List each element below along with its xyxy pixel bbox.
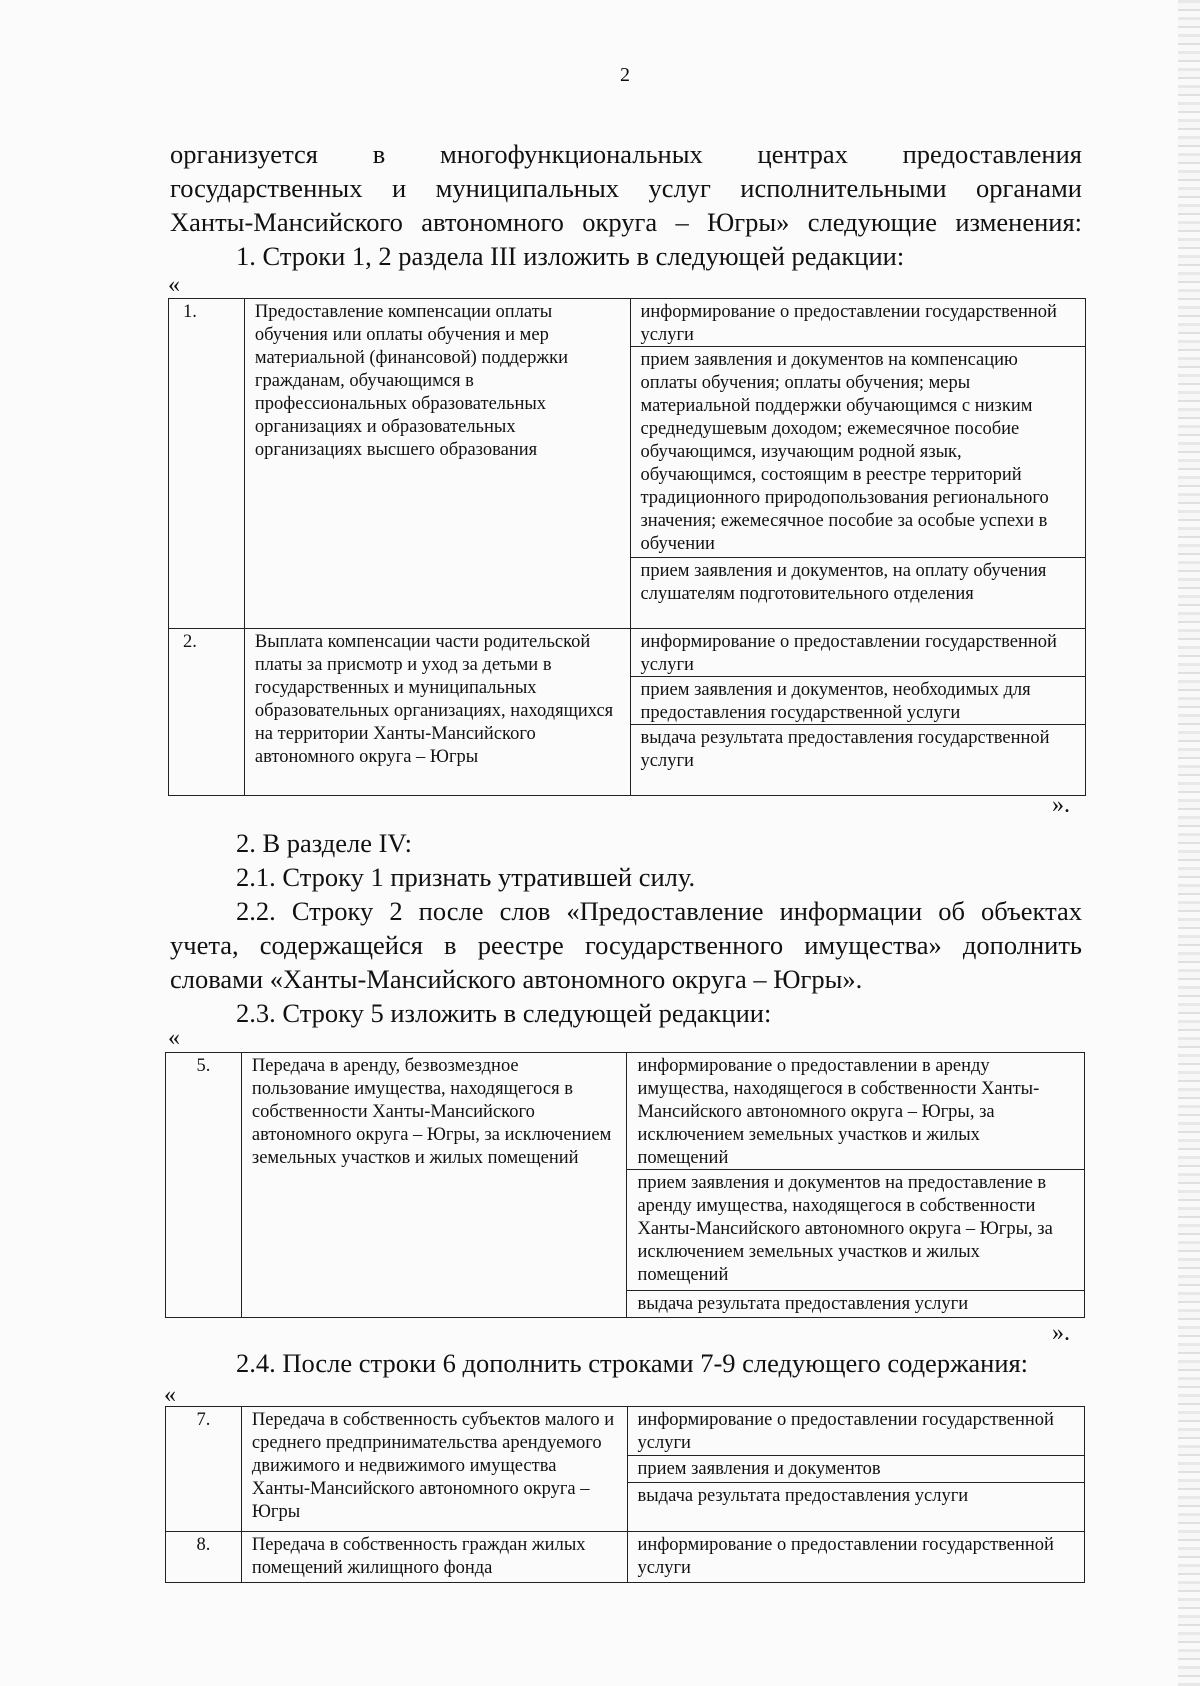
sub-item: прием заявления и документов, на оплату обучения слушателям подготовительного отделения: [640, 561, 1047, 604]
sub-item: прием заявления и документов на компенсацию оплаты обучения; оплаты обучения; меры материальной поддержки обучающимся с низким среднедушевым доходом; ежемесячное пособие обучающимся, изучающим родной язык, обучающимся, состоящим в реестре территорий традиционного природопользования регионального значения; ежемесячное пособие за особые успехи в обучении: [631, 347, 1086, 558]
service-name: Выплата компенсации части родительской платы за присмотр и уход за детьми в государственных и муниципальных образовательных организациях, находящихся на территории Ханты-Мансийского автономного округа – Югры: [244, 629, 630, 796]
row-number: 1.: [169, 299, 245, 629]
service-name: Передача в собственность субъектов малого и среднего предпринимательства арендуемого движимого и недвижимого имущества Ханты-Мансийского автономного округа – Югры: [241, 1407, 627, 1532]
table-row: [169, 299, 1086, 629]
sub-item: информирование о предоставлении государственной услуги: [631, 629, 1086, 677]
table-row: [166, 1407, 1085, 1532]
table-rows-7-9: [165, 1406, 1085, 1583]
row-number: 7.: [166, 1407, 242, 1532]
item-2-1: 2.1. Строку 1 признать утратившей силу.: [236, 862, 696, 892]
table-row: [169, 629, 1086, 796]
page-number: 2: [620, 64, 630, 86]
item-2-2-line-3: словами «Ханты-Мансийского автономного округа – Югры».: [170, 964, 863, 994]
item-2-heading: 2. В разделе IV:: [236, 828, 413, 858]
sub-item: прием заявления и документов на предоставление в аренду имущества, находящегося в собственности Ханты-Мансийского автономного округа – Югры, за исключением земельных участков и жилых помещений: [627, 1170, 1084, 1291]
intro-line-3: Ханты-Мансийского автономного округа – Югры» следующие изменения:: [170, 207, 1082, 237]
sub-item: выдача результата предоставления услуги: [637, 1486, 969, 1506]
table-section-iii: [168, 298, 1086, 796]
sub-item: прием заявления и документов: [628, 1456, 1084, 1483]
sub-item: информирование о предоставлении государственной услуги: [628, 1407, 1084, 1456]
sub-item: информирование о предоставлении в аренду имущества, находящегося в собственности Ханты-Мансийского автономного округа – Югры, за исключением земельных участков и жилых помещений: [627, 1053, 1084, 1170]
service-name: Предоставление компенсации оплаты обучения или оплаты обучения и мер материальной (финансовой) поддержки гражданам, обучающимся в профессиональных образовательных организациях и образовательных организациях высшего образования: [244, 299, 630, 629]
quote-open-2: «: [168, 1025, 180, 1051]
service-name: Передача в собственность граждан жилых помещений жилищного фонда: [241, 1532, 627, 1583]
item-2-3: 2.3. Строку 5 изложить в следующей редакции:: [236, 998, 772, 1028]
sub-item: прием заявления и документов, необходимых для предоставления государственной услуги: [631, 677, 1086, 725]
item-2-2-line-1: 2.2. Строку 2 после слов «Предоставление информации об объектах: [236, 896, 1082, 926]
sub-item: выдача результата предоставления услуги: [637, 1294, 969, 1314]
service-name: Передача в аренду, безвозмездное пользование имущества, находящегося в собственности Ханты-Мансийского автономного округа – Югры, за исключением земельных участков и жилых помещений: [241, 1053, 627, 1318]
quote-open-3: «: [164, 1382, 176, 1408]
item-2-2-line-2: учета, содержащейся в реестре государственного имущества» дополнить: [170, 930, 1082, 960]
intro-line-1: организуется в многофункциональных центрах предоставления: [170, 139, 1082, 169]
quote-open-1: «: [168, 272, 180, 298]
scan-edge: [1178, 0, 1200, 1686]
intro-line-2: государственных и муниципальных услуг исполнительными органами: [170, 173, 1082, 203]
table-row: [166, 1053, 1085, 1318]
row-number: 2.: [169, 629, 245, 796]
sub-item: выдача результата предоставления государственной услуги: [640, 728, 1050, 771]
row-number: 5.: [166, 1053, 242, 1318]
service-subs: [630, 299, 1086, 629]
table-row-5: [165, 1052, 1085, 1318]
sub-item: информирование о предоставлении государственной услуги: [631, 299, 1086, 347]
row-number: 8.: [166, 1532, 242, 1583]
quote-close-2: ».: [1052, 1320, 1070, 1346]
service-subs: [627, 1532, 1084, 1583]
table-row: [166, 1532, 1085, 1583]
item-2-4: 2.4. После строки 6 дополнить строками 7-9 следующего содержания:: [236, 1348, 1029, 1378]
service-subs: [630, 629, 1086, 796]
item-1-heading: 1. Строки 1, 2 раздела III изложить в следующей редакции:: [236, 241, 905, 271]
quote-close-1: ».: [1052, 792, 1070, 818]
sub-item: информирование о предоставлении государственной услуги: [637, 1535, 1054, 1578]
service-subs: [627, 1053, 1085, 1318]
service-subs: [627, 1407, 1084, 1532]
